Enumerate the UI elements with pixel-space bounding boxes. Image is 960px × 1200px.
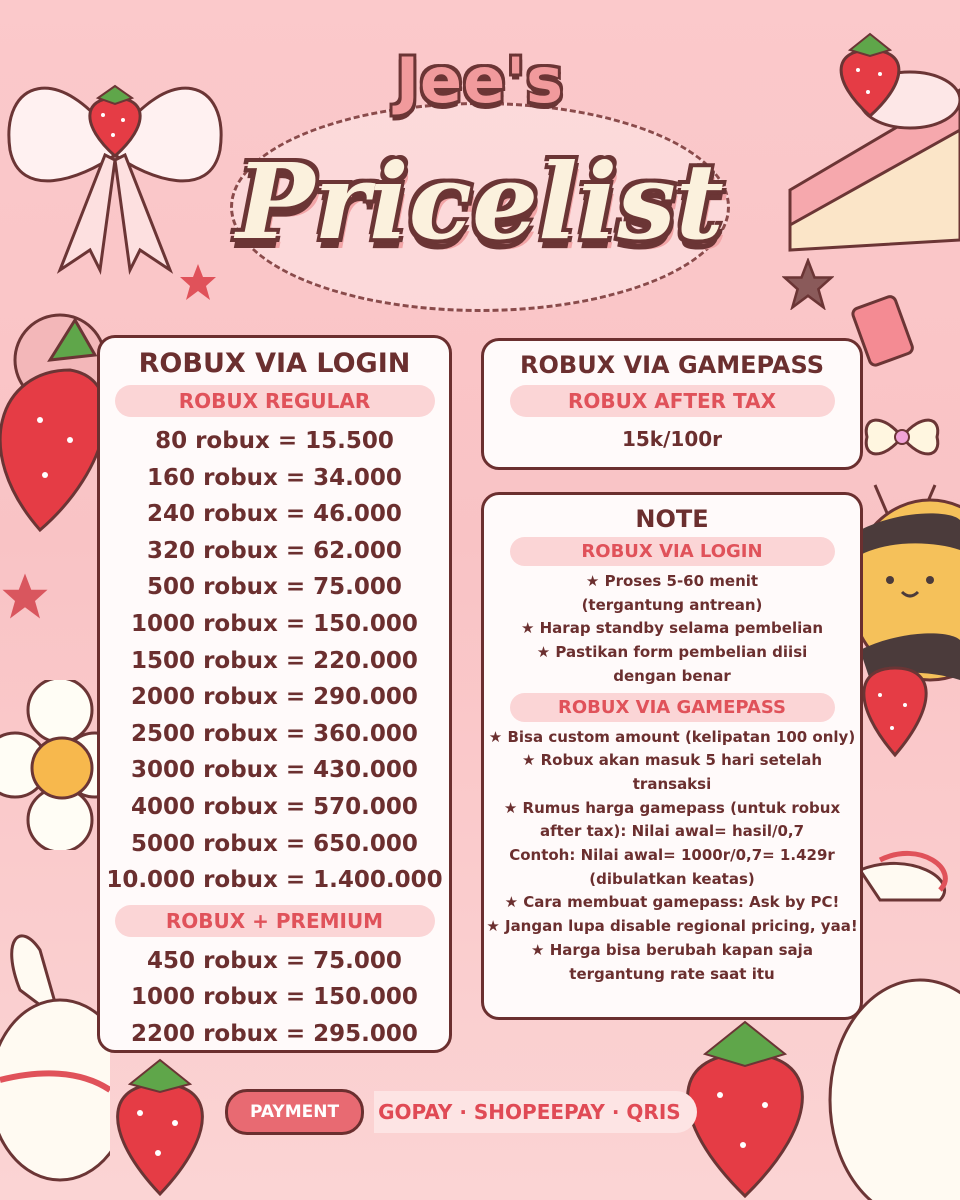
price-row: 1000 robux = 150.000 xyxy=(131,610,418,637)
price-row: 1500 robux = 220.000 xyxy=(131,647,418,674)
header xyxy=(200,30,760,300)
note-line: transaksi xyxy=(632,774,712,793)
after-tax-label: ROBUX AFTER TAX xyxy=(510,385,835,417)
ribbon-icon xyxy=(862,412,942,462)
note-line: ★ Cara membuat gamepass: Ask by PC! xyxy=(504,893,840,912)
note-card xyxy=(481,492,863,1020)
gamepass-rate: 15k/100r xyxy=(621,427,723,451)
note-line: after tax): Nilai awal= hasil/0,7 xyxy=(539,822,805,841)
page-title: Pricelist xyxy=(236,140,724,263)
login-card-heading: ROBUX VIA LOGIN xyxy=(138,348,411,379)
premium-label: ROBUX + PREMIUM xyxy=(115,905,435,937)
note-line: ★ Rumus harga gamepass (untuk robux xyxy=(503,798,841,817)
note-line: ★ Pastikan form pembelian diisi xyxy=(536,643,808,662)
regular-price-list xyxy=(100,423,449,899)
strawberry-icon xyxy=(100,1058,220,1198)
price-row: 320 robux = 62.000 xyxy=(147,537,402,564)
login-notes xyxy=(484,570,860,689)
price-row: 450 robux = 75.000 xyxy=(147,947,402,974)
flower-icon xyxy=(0,680,110,850)
note-line: ★ Harap standby selama pembelian xyxy=(520,619,824,638)
note-line: ★ Bisa custom amount (kelipatan 100 only) xyxy=(488,727,856,746)
strawberry-icon xyxy=(828,28,913,120)
note-line: tergantung rate saat itu xyxy=(569,964,775,983)
price-row: 160 robux = 34.000 xyxy=(147,464,402,491)
price-row: 5000 robux = 650.000 xyxy=(131,830,418,857)
price-row: 4000 robux = 570.000 xyxy=(131,793,418,820)
note-line: (tergantung antrean) xyxy=(581,595,763,614)
price-row: 2500 robux = 360.000 xyxy=(131,720,418,747)
price-row: 3000 robux = 430.000 xyxy=(131,757,418,784)
login-price-card xyxy=(97,335,452,1053)
payment-bar xyxy=(225,1090,697,1134)
price-row: 500 robux = 75.000 xyxy=(147,574,402,601)
note-line: ★ Harga bisa berubah kapan saja xyxy=(531,940,813,959)
price-row: 240 robux = 46.000 xyxy=(147,501,402,528)
price-row: 10.000 robux = 1.400.000 xyxy=(106,867,443,894)
note-login-label: ROBUX VIA LOGIN xyxy=(510,537,835,566)
gamepass-card-heading: ROBUX VIA GAMEPASS xyxy=(520,351,824,379)
note-line: ★ Proses 5-60 menit xyxy=(585,572,759,590)
strawberry-icon xyxy=(78,80,153,160)
premium-price-list xyxy=(100,943,449,1053)
note-line: Contoh: Nilai awal= 1000r/0,7= 1.429r xyxy=(509,846,835,865)
note-line: (dibulatkan keatas) xyxy=(589,869,755,888)
strawberry-icon xyxy=(850,650,940,760)
price-row: 1000 robux = 150.000 xyxy=(131,984,418,1011)
note-heading: NOTE xyxy=(635,505,709,533)
gamepass-price-card xyxy=(481,338,863,470)
payment-label: PAYMENT xyxy=(225,1089,364,1135)
star-icon xyxy=(0,566,50,626)
star-icon xyxy=(782,258,834,310)
regular-label: ROBUX REGULAR xyxy=(115,385,435,417)
bunny-icon xyxy=(0,920,110,1200)
note-line: dengan benar xyxy=(613,666,731,685)
price-row: 2000 robux = 290.000 xyxy=(131,684,418,711)
note-line: ★ Jangan lupa disable regional pricing, yaa! xyxy=(486,917,858,936)
brand-name: Jee's xyxy=(395,44,565,117)
payment-methods: GOPAY · SHOPEEPAY · QRIS xyxy=(374,1091,697,1133)
note-gamepass-label: ROBUX VIA GAMEPASS xyxy=(510,693,835,722)
price-row: 2200 robux = 295.000 xyxy=(131,1020,418,1047)
gamepass-notes xyxy=(484,726,860,987)
note-line: ★ Robux akan masuk 5 hari setelah xyxy=(521,751,823,770)
price-row: 80 robux = 15.500 xyxy=(155,428,394,454)
